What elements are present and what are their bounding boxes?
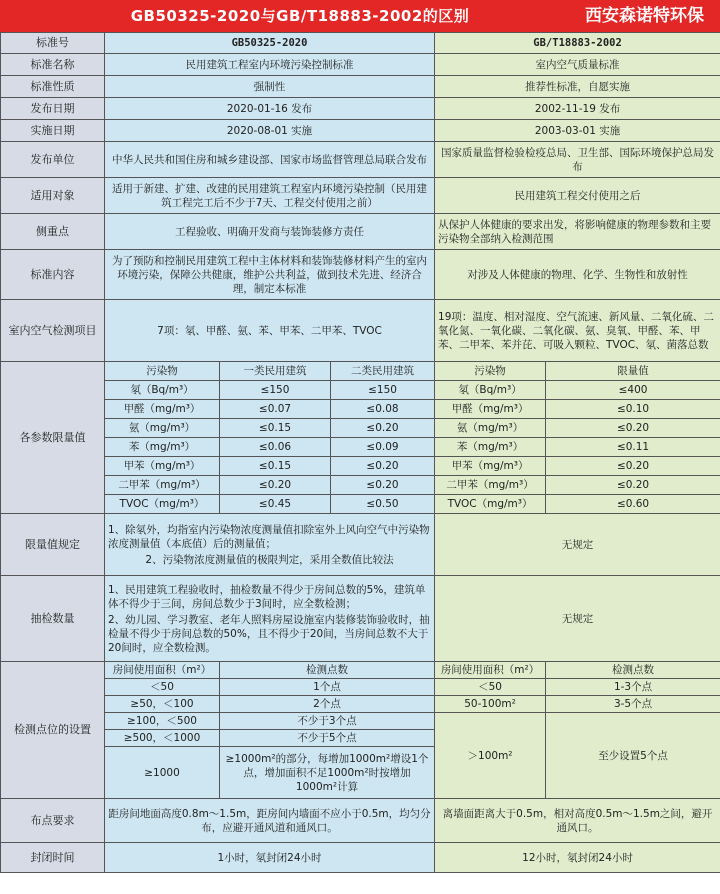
label-publisher: 发布单位	[1, 142, 105, 178]
points-a-area: ≥500，＜1000	[105, 730, 220, 747]
points-b-area: ＞100m²	[435, 713, 546, 799]
limits-a-class1: ≤150	[220, 381, 331, 400]
points-b-count: 3-5个点	[546, 696, 720, 713]
limits-a-pollutant: 氡（Bq/m³）	[105, 381, 220, 400]
limits-b-value: ≤0.20	[546, 476, 720, 495]
limits-b-pollutant: 甲醛（mg/m³）	[435, 400, 546, 419]
limits-b-pollutant: 氡（Bq/m³）	[435, 381, 546, 400]
row-publisher	[1, 142, 720, 178]
row-standard-no	[1, 33, 720, 54]
limits-a-class2: ≤0.09	[331, 438, 435, 457]
limits-a-class1: ≤0.20	[220, 476, 331, 495]
points-a-area: ≥100，＜500	[105, 713, 220, 730]
limits-a-pollutant: 甲醛（mg/m³）	[105, 400, 220, 419]
label-focus: 侧重点	[1, 214, 105, 250]
points-a-area: ≥1000	[105, 747, 220, 799]
brand-name: 西安森诺特环保	[585, 6, 704, 26]
cell-b-items: 19项：温度、相对湿度、空气流速、新风量、二氧化硫、二氧化氮、一氧化碳、二氧化碳、氨、臭氧、甲醛、苯、甲苯、二甲苯、苯并芘、可吸入颗粒、TVOC、氡、菌落总数	[435, 300, 720, 362]
limits-a-class2: ≤0.20	[331, 476, 435, 495]
limits-a-class1: ≤0.45	[220, 495, 331, 514]
limits-head-a-pollutant: 污染物	[105, 362, 220, 381]
cell-a-content: 为了预防和控制民用建筑工程中主体材料和装饰装修材料产生的室内环境污染，保障公共健康，维护公共利益，做到技术先进、经济合理，制定本标准	[105, 250, 435, 300]
points-row	[1, 679, 720, 696]
cell-a-seal-time: 1小时，氡封闭24小时	[105, 843, 435, 873]
comparison-table	[0, 32, 720, 873]
label-points: 检测点位的设置	[1, 662, 105, 799]
cell-a-sampling	[105, 576, 435, 662]
limits-head-a-class2: 二类民用建筑	[331, 362, 435, 381]
label-nature: 标准性质	[1, 76, 105, 98]
limits-a-pollutant: 二甲苯（mg/m³）	[105, 476, 220, 495]
cell-b-focus: 从保护人体健康的要求出发，将影响健康的物理参数和主要污染物全部纳入检测范围	[435, 214, 720, 250]
row-limit-rule	[1, 514, 720, 576]
limits-b-pollutant: 苯（mg/m³）	[435, 438, 546, 457]
limits-a-pollutant: TVOC（mg/m³）	[105, 495, 220, 514]
label-sampling: 抽检数量	[1, 576, 105, 662]
label-items: 室内空气检测项目	[1, 300, 105, 362]
cell-a-focus: 工程验收、明确开发商与装饰装修方责任	[105, 214, 435, 250]
cell-b-name: 室内空气质量标准	[435, 54, 720, 76]
limits-b-value: ≤400	[546, 381, 720, 400]
limits-a-class1: ≤0.15	[220, 457, 331, 476]
limits-head-a-class1: 一类民用建筑	[220, 362, 331, 381]
limits-row	[1, 457, 720, 476]
points-head-a-area: 房间使用面积（m²）	[105, 662, 220, 679]
points-a-count: 不少于3个点	[220, 713, 435, 730]
limits-b-value: ≤0.20	[546, 419, 720, 438]
label-scope: 适用对象	[1, 178, 105, 214]
label-impl-date: 实施日期	[1, 120, 105, 142]
row-nature	[1, 76, 720, 98]
row-layout-req	[1, 799, 720, 843]
row-content	[1, 250, 720, 300]
label-seal-time: 封闭时间	[1, 843, 105, 873]
header-gbt18883: GB/T18883-2002	[435, 33, 720, 54]
points-a-area: ≥50，＜100	[105, 696, 220, 713]
points-b-count: 至少设置5个点	[546, 713, 720, 799]
label-name: 标准名称	[1, 54, 105, 76]
limits-b-value: ≤0.60	[546, 495, 720, 514]
cell-b-content: 对涉及人体健康的物理、化学、生物性和放射性	[435, 250, 720, 300]
cell-b-seal-time: 12小时，氡封闭24小时	[435, 843, 720, 873]
limits-a-pollutant: 甲苯（mg/m³）	[105, 457, 220, 476]
limits-row	[1, 438, 720, 457]
limits-head-b-pollutant: 污染物	[435, 362, 546, 381]
points-a-area: ＜50	[105, 679, 220, 696]
cell-a-publisher: 中华人民共和国住房和城乡建设部、国家市场监督管理总局联合发布	[105, 142, 435, 178]
limits-a-pollutant: 苯（mg/m³）	[105, 438, 220, 457]
cell-b-limit-rule: 无规定	[435, 514, 720, 576]
row-sampling	[1, 576, 720, 662]
points-head-row	[1, 662, 720, 679]
cell-a-impl-date: 2020-08-01 实施	[105, 120, 435, 142]
limits-b-value: ≤0.10	[546, 400, 720, 419]
limits-row	[1, 381, 720, 400]
label-limits: 各参数限量值	[1, 362, 105, 514]
limits-a-class1: ≤0.06	[220, 438, 331, 457]
limits-row	[1, 495, 720, 514]
cell-b-scope: 民用建筑工程交付使用之后	[435, 178, 720, 214]
limit-rule-item-2: 2、污染物浓度测量值的极限判定，采用全数值比较法	[145, 553, 394, 566]
points-row	[1, 696, 720, 713]
cell-a-layout-req: 距房间地面高度0.8m～1.5m，距房间内墙面不应小于0.5m，均匀分布，应避开通风道和通风口。	[105, 799, 435, 843]
points-b-count: 1-3个点	[546, 679, 720, 696]
limits-b-pollutant: TVOC（mg/m³）	[435, 495, 546, 514]
row-impl-date	[1, 120, 720, 142]
cell-b-sampling: 无规定	[435, 576, 720, 662]
row-scope	[1, 178, 720, 214]
label-standard-no: 标准号	[1, 33, 105, 54]
row-seal-time	[1, 843, 720, 873]
sampling-item-1: 1、民用建筑工程验收时，抽检数量不得少于房间总数的5%，建筑单体不得少于三间，房间总数少于3间时，应全数检测；	[108, 583, 426, 610]
cell-b-publish-date: 2002-11-19 发布	[435, 98, 720, 120]
limits-row	[1, 419, 720, 438]
sampling-item-2: 2、幼儿园、学习教室、老年人照料房屋设施室内装修装饰验收时，抽检量不得少于房间总数的50%，且不得少于20间，当房间总数不大于20间时，应全数检测。	[108, 613, 430, 654]
cell-a-items: 7项：氡、甲醛、氨、苯、甲苯、二甲苯、TVOC	[105, 300, 435, 362]
limits-b-value: ≤0.20	[546, 457, 720, 476]
cell-a-name: 民用建筑工程室内环境污染控制标准	[105, 54, 435, 76]
row-publish-date	[1, 98, 720, 120]
row-focus	[1, 214, 720, 250]
limits-a-class2: ≤0.20	[331, 419, 435, 438]
row-items	[1, 300, 720, 362]
points-a-count: ≥1000m²的部分，每增加1000m²增设1个点，增加面积不足1000m²时按增加1000m²计算	[220, 747, 435, 799]
cell-a-publish-date: 2020-01-16 发布	[105, 98, 435, 120]
header-banner	[0, 0, 720, 32]
cell-a-scope: 适用于新建、扩建、改建的民用建筑工程室内环境污染控制（民用建筑工程完工后不少于7天、工程交付使用之前）	[105, 178, 435, 214]
limits-b-value: ≤0.11	[546, 438, 720, 457]
limits-b-pollutant: 氨（mg/m³）	[435, 419, 546, 438]
cell-b-layout-req: 离墙面距离大于0.5m，相对高度0.5m～1.5m之间，避开通风口。	[435, 799, 720, 843]
limits-a-class2: ≤0.08	[331, 400, 435, 419]
limits-a-class2: ≤150	[331, 381, 435, 400]
limits-b-pollutant: 二甲苯（mg/m³）	[435, 476, 546, 495]
limits-a-pollutant: 氨（mg/m³）	[105, 419, 220, 438]
limit-rule-item-1: 1、除氡外，均指室内污染物浓度测量值扣除室外上风向空气中污染物浓度测量值（本底值）后的测量值；	[108, 523, 430, 550]
points-a-count: 不少于5个点	[220, 730, 435, 747]
limits-a-class2: ≤0.50	[331, 495, 435, 514]
page-title: GB50325-2020与GB/T18883-2002的区别	[130, 7, 470, 25]
points-a-count: 2个点	[220, 696, 435, 713]
points-row	[1, 713, 720, 730]
limits-head-b-limit: 限量值	[546, 362, 720, 381]
cell-b-impl-date: 2003-03-01 实施	[435, 120, 720, 142]
label-limit-rule: 限量值规定	[1, 514, 105, 576]
limits-head-row	[1, 362, 720, 381]
label-content: 标准内容	[1, 250, 105, 300]
cell-b-publisher: 国家质量监督检验检疫总局、卫生部、国际环境保护总局发布	[435, 142, 720, 178]
limits-b-pollutant: 甲苯（mg/m³）	[435, 457, 546, 476]
limits-row	[1, 400, 720, 419]
label-publish-date: 发布日期	[1, 98, 105, 120]
cell-b-nature: 推荐性标准，自愿实施	[435, 76, 720, 98]
points-head-b-area: 房间使用面积（m²）	[435, 662, 546, 679]
header-gb50325: GB50325-2020	[105, 33, 435, 54]
cell-a-nature: 强制性	[105, 76, 435, 98]
points-b-area: 50-100m²	[435, 696, 546, 713]
limits-row	[1, 476, 720, 495]
points-b-area: ＜50	[435, 679, 546, 696]
points-head-a-count: 检测点数	[220, 662, 435, 679]
cell-a-limit-rule	[105, 514, 435, 576]
limits-a-class1: ≤0.15	[220, 419, 331, 438]
limits-a-class2: ≤0.20	[331, 457, 435, 476]
limits-a-class1: ≤0.07	[220, 400, 331, 419]
points-head-b-count: 检测点数	[546, 662, 720, 679]
label-layout-req: 布点要求	[1, 799, 105, 843]
row-name	[1, 54, 720, 76]
points-a-count: 1个点	[220, 679, 435, 696]
